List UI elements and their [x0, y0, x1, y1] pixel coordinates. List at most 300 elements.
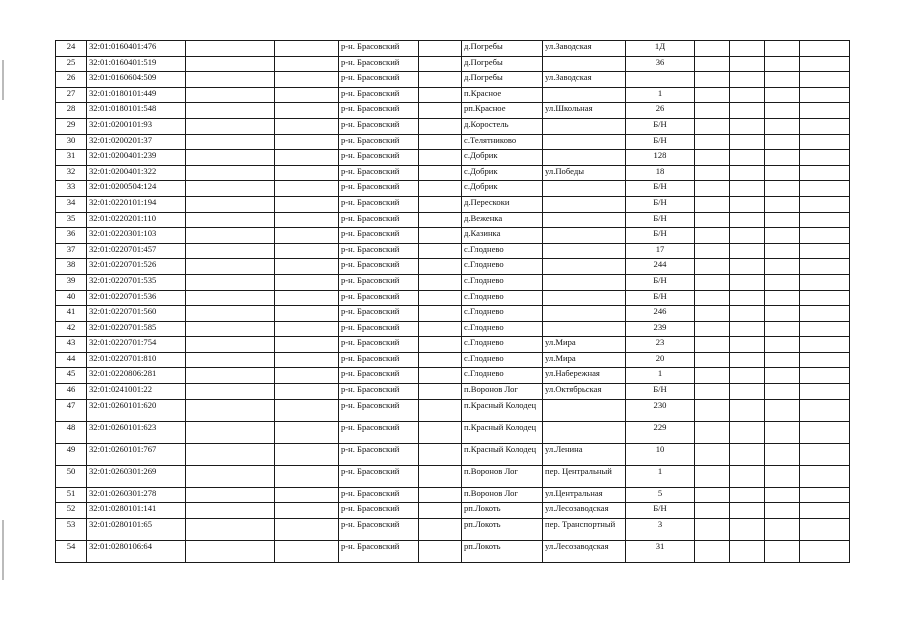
empty-cell [186, 368, 275, 384]
locality-cell: д.Погребы [462, 56, 543, 72]
row-number-cell: 45 [56, 368, 87, 384]
empty-cell [419, 290, 462, 306]
street-cell: ул.Центральная [543, 487, 626, 503]
house-number-cell: Б/Н [626, 290, 695, 306]
empty-cell [275, 540, 339, 562]
empty-cell [765, 165, 800, 181]
row-number-cell: 50 [56, 465, 87, 487]
empty-cell [765, 72, 800, 88]
table-row [56, 421, 850, 443]
empty-cell [419, 274, 462, 290]
empty-cell [800, 56, 850, 72]
empty-cell [186, 352, 275, 368]
empty-cell [695, 503, 730, 519]
district-cell: р-н. Брасовский [339, 165, 419, 181]
empty-cell [695, 72, 730, 88]
district-cell: р-н. Брасовский [339, 150, 419, 166]
street-cell [543, 150, 626, 166]
row-number-cell: 35 [56, 212, 87, 228]
empty-cell [765, 384, 800, 400]
empty-cell [695, 243, 730, 259]
house-number-cell: 1 [626, 465, 695, 487]
district-cell: р-н. Брасовский [339, 41, 419, 57]
cadastral-number-cell: 32:01:0200401:239 [87, 150, 186, 166]
empty-cell [419, 212, 462, 228]
cadastral-number-cell: 32:01:0220101:194 [87, 196, 186, 212]
empty-cell [695, 321, 730, 337]
empty-cell [730, 384, 765, 400]
empty-cell [186, 228, 275, 244]
empty-cell [419, 306, 462, 322]
street-cell [543, 306, 626, 322]
district-cell: р-н. Брасовский [339, 368, 419, 384]
empty-cell [419, 421, 462, 443]
empty-cell [800, 87, 850, 103]
empty-cell [765, 352, 800, 368]
empty-cell [695, 41, 730, 57]
district-cell: р-н. Брасовский [339, 321, 419, 337]
house-number-cell: 128 [626, 150, 695, 166]
empty-cell [765, 443, 800, 465]
row-number-cell: 43 [56, 337, 87, 353]
cadastral-number-cell: 32:01:0220301:103 [87, 228, 186, 244]
empty-cell [275, 399, 339, 421]
locality-cell: п.Воронов Лог [462, 487, 543, 503]
empty-cell [730, 503, 765, 519]
empty-cell [800, 165, 850, 181]
empty-cell [419, 399, 462, 421]
row-number-cell: 32 [56, 165, 87, 181]
house-number-cell: 36 [626, 56, 695, 72]
empty-cell [275, 518, 339, 540]
empty-cell [730, 352, 765, 368]
street-cell [543, 321, 626, 337]
district-cell: р-н. Брасовский [339, 228, 419, 244]
empty-cell [186, 196, 275, 212]
table-row [56, 259, 850, 275]
row-number-cell: 33 [56, 181, 87, 197]
table-row [56, 465, 850, 487]
empty-cell [419, 321, 462, 337]
empty-cell [186, 41, 275, 57]
empty-cell [419, 134, 462, 150]
empty-cell [730, 150, 765, 166]
cadastral-number-cell: 32:01:0160604:509 [87, 72, 186, 88]
empty-cell [275, 321, 339, 337]
empty-cell [186, 134, 275, 150]
empty-cell [800, 465, 850, 487]
district-cell: р-н. Брасовский [339, 118, 419, 134]
empty-cell [695, 87, 730, 103]
empty-cell [800, 306, 850, 322]
table-row [56, 352, 850, 368]
street-cell [543, 243, 626, 259]
empty-cell [695, 368, 730, 384]
empty-cell [186, 150, 275, 166]
empty-cell [695, 134, 730, 150]
table-row [56, 274, 850, 290]
district-cell: р-н. Брасовский [339, 487, 419, 503]
empty-cell [730, 134, 765, 150]
empty-cell [419, 243, 462, 259]
empty-cell [765, 274, 800, 290]
empty-cell [419, 503, 462, 519]
locality-cell: с.Добрик [462, 150, 543, 166]
cadastral-number-cell: 32:01:0180101:449 [87, 87, 186, 103]
empty-cell [695, 399, 730, 421]
row-number-cell: 26 [56, 72, 87, 88]
empty-cell [186, 118, 275, 134]
empty-cell [730, 487, 765, 503]
table-row [56, 212, 850, 228]
row-number-cell: 36 [56, 228, 87, 244]
street-cell: ул.Школьная [543, 103, 626, 119]
empty-cell [765, 181, 800, 197]
empty-cell [695, 165, 730, 181]
district-cell: р-н. Брасовский [339, 337, 419, 353]
street-cell [543, 196, 626, 212]
locality-cell: с.Глоднево [462, 306, 543, 322]
district-cell: р-н. Брасовский [339, 465, 419, 487]
empty-cell [800, 503, 850, 519]
house-number-cell: 20 [626, 352, 695, 368]
street-cell: ул.Лесозаводская [543, 540, 626, 562]
empty-cell [730, 56, 765, 72]
district-cell: р-н. Брасовский [339, 181, 419, 197]
empty-cell [419, 443, 462, 465]
empty-cell [419, 465, 462, 487]
district-cell: р-н. Брасовский [339, 503, 419, 519]
cadastral-number-cell: 32:01:0200201:37 [87, 134, 186, 150]
empty-cell [695, 540, 730, 562]
locality-cell: с.Телятниково [462, 134, 543, 150]
row-number-cell: 48 [56, 421, 87, 443]
cadastral-number-cell: 32:01:0260101:620 [87, 399, 186, 421]
empty-cell [275, 72, 339, 88]
empty-cell [800, 352, 850, 368]
locality-cell: п.Красный Колодец [462, 399, 543, 421]
district-cell: р-н. Брасовский [339, 443, 419, 465]
empty-cell [275, 274, 339, 290]
empty-cell [275, 212, 339, 228]
row-number-cell: 46 [56, 384, 87, 400]
empty-cell [765, 321, 800, 337]
house-number-cell: 244 [626, 259, 695, 275]
cadastral-number-cell: 32:01:0220701:526 [87, 259, 186, 275]
house-number-cell: 10 [626, 443, 695, 465]
table-row [56, 384, 850, 400]
empty-cell [695, 465, 730, 487]
street-cell [543, 134, 626, 150]
empty-cell [419, 103, 462, 119]
empty-cell [186, 103, 275, 119]
empty-cell [186, 465, 275, 487]
empty-cell [275, 337, 339, 353]
locality-cell: д.Веженка [462, 212, 543, 228]
empty-cell [730, 87, 765, 103]
cadastral-number-cell: 32:01:0241001:22 [87, 384, 186, 400]
empty-cell [730, 212, 765, 228]
empty-cell [695, 259, 730, 275]
house-number-cell: 3 [626, 518, 695, 540]
district-cell: р-н. Брасовский [339, 243, 419, 259]
empty-cell [695, 384, 730, 400]
empty-cell [275, 421, 339, 443]
empty-cell [275, 181, 339, 197]
empty-cell [186, 290, 275, 306]
row-number-cell: 40 [56, 290, 87, 306]
cadastral-number-cell: 32:01:0200401:322 [87, 165, 186, 181]
row-number-cell: 24 [56, 41, 87, 57]
street-cell [543, 421, 626, 443]
empty-cell [695, 118, 730, 134]
row-number-cell: 27 [56, 87, 87, 103]
locality-cell: с.Глоднево [462, 352, 543, 368]
house-number-cell: 239 [626, 321, 695, 337]
empty-cell [186, 212, 275, 228]
house-number-cell: 17 [626, 243, 695, 259]
empty-cell [695, 274, 730, 290]
house-number-cell: 1 [626, 368, 695, 384]
district-cell: р-н. Брасовский [339, 399, 419, 421]
empty-cell [275, 465, 339, 487]
empty-cell [800, 337, 850, 353]
street-cell: ул.Мира [543, 352, 626, 368]
empty-cell [275, 118, 339, 134]
empty-cell [695, 421, 730, 443]
street-cell: ул.Лесозаводская [543, 503, 626, 519]
empty-cell [186, 321, 275, 337]
table-row [56, 540, 850, 562]
empty-cell [695, 306, 730, 322]
empty-cell [275, 56, 339, 72]
district-cell: р-н. Брасовский [339, 540, 419, 562]
cadastral-number-cell: 32:01:0220806:281 [87, 368, 186, 384]
cadastral-number-cell: 32:01:0200504:124 [87, 181, 186, 197]
street-cell [543, 56, 626, 72]
empty-cell [186, 384, 275, 400]
empty-cell [730, 540, 765, 562]
empty-cell [730, 165, 765, 181]
empty-cell [800, 150, 850, 166]
empty-cell [765, 196, 800, 212]
table-row [56, 181, 850, 197]
table-row [56, 87, 850, 103]
empty-cell [695, 181, 730, 197]
table-row [56, 72, 850, 88]
empty-cell [275, 443, 339, 465]
house-number-cell: Б/Н [626, 228, 695, 244]
empty-cell [800, 274, 850, 290]
district-cell: р-н. Брасовский [339, 134, 419, 150]
empty-cell [275, 228, 339, 244]
empty-cell [186, 87, 275, 103]
row-number-cell: 42 [56, 321, 87, 337]
empty-cell [765, 41, 800, 57]
district-cell: р-н. Брасовский [339, 212, 419, 228]
cadastral-number-cell: 32:01:0280106:64 [87, 540, 186, 562]
empty-cell [419, 368, 462, 384]
locality-cell: п.Красное [462, 87, 543, 103]
empty-cell [730, 443, 765, 465]
empty-cell [730, 321, 765, 337]
district-cell: р-н. Брасовский [339, 56, 419, 72]
empty-cell [730, 518, 765, 540]
row-number-cell: 47 [56, 399, 87, 421]
empty-cell [800, 196, 850, 212]
locality-cell: с.Глоднево [462, 290, 543, 306]
empty-cell [419, 352, 462, 368]
house-number-cell [626, 72, 695, 88]
empty-cell [730, 243, 765, 259]
table-row [56, 321, 850, 337]
empty-cell [800, 290, 850, 306]
empty-cell [419, 228, 462, 244]
locality-cell: д.Погребы [462, 41, 543, 57]
cadastral-number-cell: 32:01:0260101:767 [87, 443, 186, 465]
empty-cell [800, 384, 850, 400]
empty-cell [275, 290, 339, 306]
row-number-cell: 31 [56, 150, 87, 166]
empty-cell [800, 134, 850, 150]
row-number-cell: 49 [56, 443, 87, 465]
empty-cell [186, 518, 275, 540]
house-number-cell: Б/Н [626, 196, 695, 212]
scan-edge-mark [2, 520, 4, 580]
table-row [56, 134, 850, 150]
street-cell: пер. Центральный [543, 465, 626, 487]
locality-cell: д.Казинка [462, 228, 543, 244]
locality-cell: рп.Локоть [462, 518, 543, 540]
empty-cell [419, 150, 462, 166]
table-row [56, 290, 850, 306]
street-cell [543, 399, 626, 421]
street-cell: ул.Октябрьская [543, 384, 626, 400]
empty-cell [275, 41, 339, 57]
empty-cell [186, 56, 275, 72]
cadastral-number-cell: 32:01:0220701:457 [87, 243, 186, 259]
empty-cell [419, 41, 462, 57]
empty-cell [419, 181, 462, 197]
house-number-cell: 229 [626, 421, 695, 443]
empty-cell [186, 181, 275, 197]
row-number-cell: 29 [56, 118, 87, 134]
row-number-cell: 51 [56, 487, 87, 503]
row-number-cell: 41 [56, 306, 87, 322]
locality-cell: с.Глоднево [462, 337, 543, 353]
cadastral-number-cell: 32:01:0260101:623 [87, 421, 186, 443]
empty-cell [695, 443, 730, 465]
empty-cell [186, 259, 275, 275]
cadastral-number-cell: 32:01:0220701:535 [87, 274, 186, 290]
empty-cell [730, 368, 765, 384]
empty-cell [730, 41, 765, 57]
empty-cell [765, 259, 800, 275]
locality-cell: с.Глоднево [462, 259, 543, 275]
locality-cell: с.Глоднево [462, 274, 543, 290]
house-number-cell: 230 [626, 399, 695, 421]
house-number-cell: Б/Н [626, 384, 695, 400]
empty-cell [695, 228, 730, 244]
cadastral-number-cell: 32:01:0220701:560 [87, 306, 186, 322]
empty-cell [186, 165, 275, 181]
empty-cell [419, 540, 462, 562]
empty-cell [800, 228, 850, 244]
empty-cell [275, 165, 339, 181]
house-number-cell: 18 [626, 165, 695, 181]
empty-cell [800, 41, 850, 57]
district-cell: р-н. Брасовский [339, 384, 419, 400]
scan-edge-mark [2, 60, 4, 100]
street-cell: ул.Мира [543, 337, 626, 353]
empty-cell [765, 337, 800, 353]
empty-cell [765, 465, 800, 487]
table-body [56, 41, 850, 563]
empty-cell [275, 306, 339, 322]
empty-cell [186, 72, 275, 88]
house-number-cell: Б/Н [626, 181, 695, 197]
empty-cell [419, 518, 462, 540]
empty-cell [275, 259, 339, 275]
table-row [56, 118, 850, 134]
empty-cell [800, 212, 850, 228]
house-number-cell: 1Д [626, 41, 695, 57]
street-cell: ул.Заводская [543, 72, 626, 88]
empty-cell [695, 212, 730, 228]
table-row [56, 306, 850, 322]
empty-cell [800, 243, 850, 259]
empty-cell [730, 421, 765, 443]
cadastral-number-cell: 32:01:0220701:536 [87, 290, 186, 306]
empty-cell [419, 384, 462, 400]
street-cell: ул.Ленина [543, 443, 626, 465]
empty-cell [730, 181, 765, 197]
cadastral-number-cell: 32:01:0160401:476 [87, 41, 186, 57]
empty-cell [800, 259, 850, 275]
locality-cell: п.Красный Колодец [462, 421, 543, 443]
empty-cell [186, 337, 275, 353]
locality-cell: с.Глоднево [462, 321, 543, 337]
district-cell: р-н. Брасовский [339, 518, 419, 540]
empty-cell [800, 518, 850, 540]
empty-cell [695, 150, 730, 166]
empty-cell [275, 384, 339, 400]
empty-cell [275, 368, 339, 384]
cadastral-number-cell: 32:01:0200101:93 [87, 118, 186, 134]
cadastral-number-cell: 32:01:0180101:548 [87, 103, 186, 119]
table-row [56, 165, 850, 181]
house-number-cell: 246 [626, 306, 695, 322]
district-cell: р-н. Брасовский [339, 103, 419, 119]
table-row [56, 368, 850, 384]
empty-cell [765, 518, 800, 540]
empty-cell [419, 56, 462, 72]
empty-cell [275, 103, 339, 119]
empty-cell [186, 243, 275, 259]
house-number-cell: 5 [626, 487, 695, 503]
empty-cell [275, 87, 339, 103]
district-cell: р-н. Брасовский [339, 72, 419, 88]
empty-cell [419, 165, 462, 181]
cadastral-number-cell: 32:01:0220701:754 [87, 337, 186, 353]
house-number-cell: Б/Н [626, 503, 695, 519]
empty-cell [730, 337, 765, 353]
row-number-cell: 53 [56, 518, 87, 540]
empty-cell [186, 274, 275, 290]
empty-cell [765, 540, 800, 562]
row-number-cell: 38 [56, 259, 87, 275]
empty-cell [695, 487, 730, 503]
